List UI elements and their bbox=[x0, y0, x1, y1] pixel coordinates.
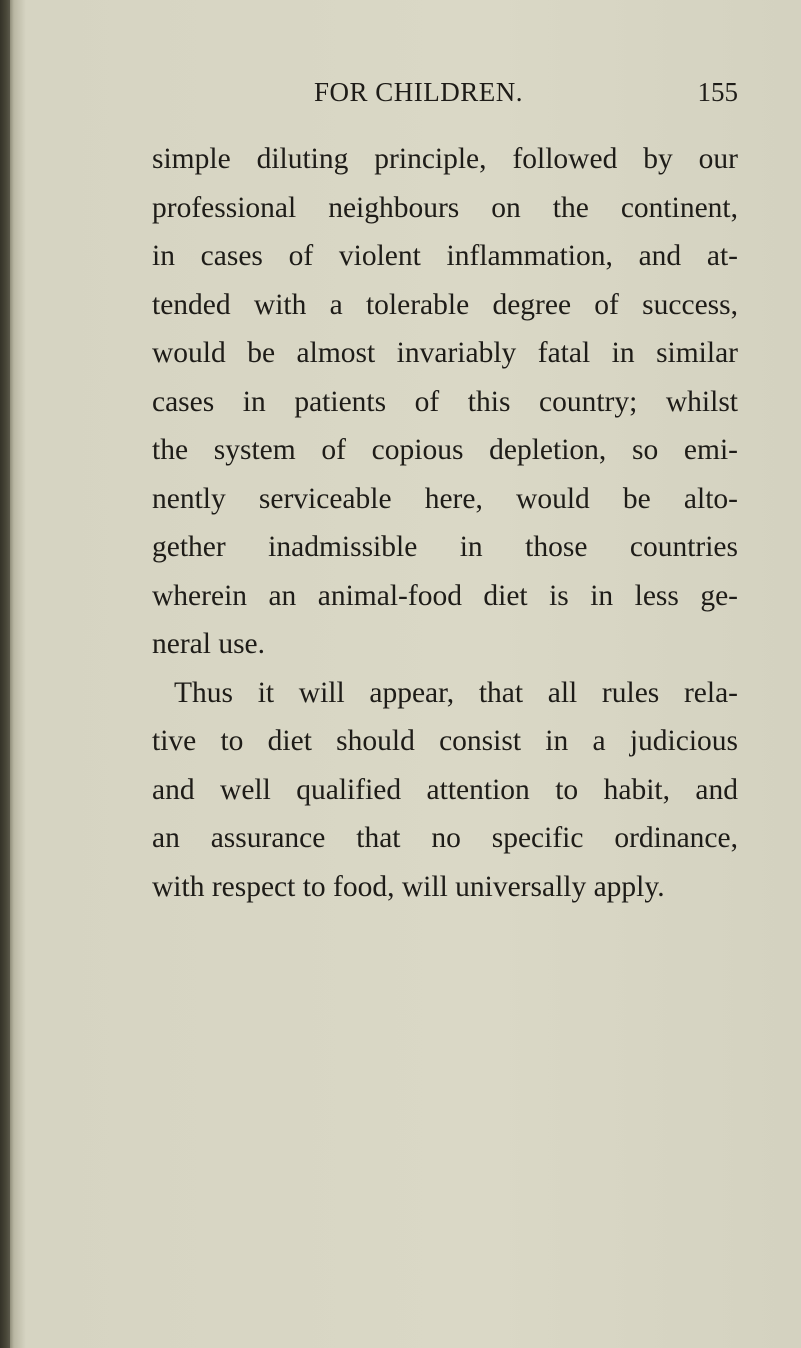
text-line: wherein an animal-food diet is in less ge- bbox=[152, 579, 738, 612]
text-line: would be almost invariably fatal in similar bbox=[152, 337, 738, 369]
paragraph-2 bbox=[152, 669, 738, 912]
text-line: professional neighbours on the continent, bbox=[152, 191, 738, 224]
text-line: in cases of violent inflammation, and at- bbox=[152, 240, 738, 272]
text-line: neral use. bbox=[152, 628, 266, 660]
running-head bbox=[152, 72, 738, 112]
text-line: Thus it will appear, that all rules rela- bbox=[174, 676, 738, 709]
binding-edge bbox=[0, 0, 10, 1348]
text-line: tive to diet should consist in a judicious bbox=[152, 725, 738, 757]
text-line: with respect to food, will universally apply. bbox=[152, 870, 665, 903]
text-line: and well qualified attention to habit, and bbox=[152, 773, 738, 806]
running-head-title: FOR CHILDREN. bbox=[314, 77, 524, 107]
paragraph-1 bbox=[152, 135, 738, 669]
text-line: the system of copious depletion, so emi- bbox=[152, 434, 738, 466]
text-line: nently serviceable here, would be alto- bbox=[152, 482, 738, 515]
text-line: an assurance that no specific ordinance, bbox=[152, 822, 738, 854]
page-number: 155 bbox=[697, 77, 738, 107]
text-line: tended with a tolerable degree of success, bbox=[152, 288, 738, 321]
text-line: simple diluting principle, followed by our bbox=[152, 143, 738, 175]
text-line: gether inadmissible in those countries bbox=[152, 531, 738, 563]
text-line: cases in patients of this country; whilst bbox=[152, 385, 738, 418]
body-text bbox=[152, 135, 738, 911]
